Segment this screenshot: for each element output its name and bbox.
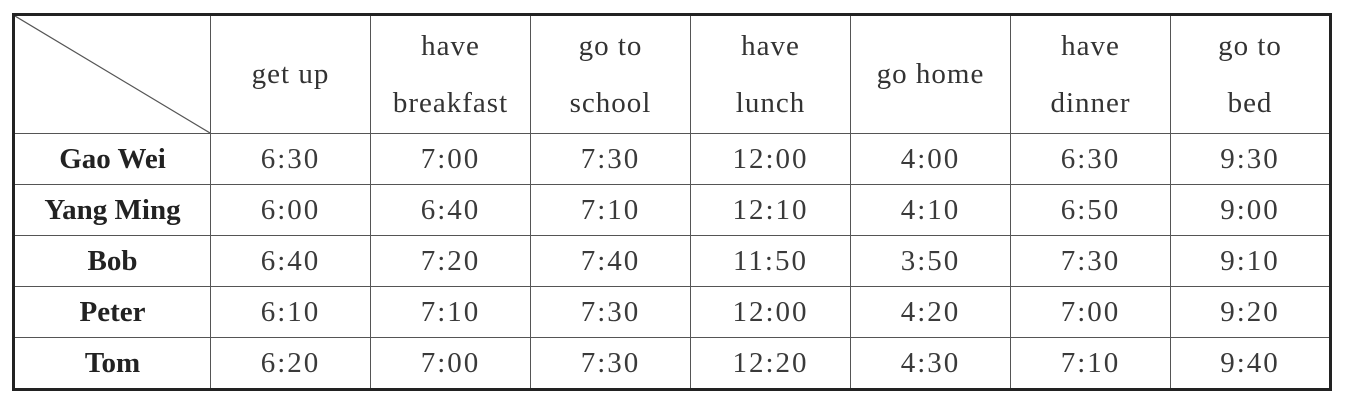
time-cell: 9:20 [1171,287,1331,338]
time-cell: 6:40 [211,236,371,287]
time-cell: 7:00 [371,338,531,390]
column-header-go-to-school [531,15,691,134]
time-cell: 12:00 [691,287,851,338]
column-header-go-to-bed [1171,15,1331,134]
table-row [14,287,1331,338]
time-cell: 6:30 [1011,134,1171,185]
time-cell: 7:00 [371,134,531,185]
column-header-line2: breakfast [392,86,509,119]
row-header-name: Yang Ming [14,185,211,236]
time-cell: 11:50 [691,236,851,287]
time-cell: 4:10 [851,185,1011,236]
time-cell: 4:30 [851,338,1011,390]
time-cell: 6:40 [371,185,531,236]
column-header-have-lunch [691,15,851,134]
time-cell: 6:00 [211,185,371,236]
time-cell: 7:40 [531,236,691,287]
header-row [14,15,1331,134]
column-header-line1: go to [1218,29,1282,62]
diagonal-corner-cell [14,15,211,134]
column-header-line2: bed [1227,86,1273,119]
table-row [14,338,1331,390]
time-cell: 12:20 [691,338,851,390]
time-cell: 12:10 [691,185,851,236]
time-cell: 7:10 [531,185,691,236]
row-header-name: Peter [14,287,211,338]
column-header-line1: have [741,29,800,62]
time-cell: 7:10 [1011,338,1171,390]
column-header-have-breakfast [371,15,531,134]
daily-schedule-table [12,13,1332,391]
time-cell: 7:30 [531,134,691,185]
time-cell: 4:20 [851,287,1011,338]
time-cell: 7:20 [371,236,531,287]
time-cell: 4:00 [851,134,1011,185]
column-header-go-home [851,15,1011,134]
column-header-line2: lunch [735,86,806,119]
time-cell: 6:50 [1011,185,1171,236]
column-header-line1: have [1061,29,1120,62]
column-header-have-dinner [1011,15,1171,134]
time-cell: 6:30 [211,134,371,185]
column-header-line2: school [569,86,652,119]
time-cell: 12:00 [691,134,851,185]
diagonal-line [15,16,210,133]
column-header-line1: go to [578,29,643,62]
table-row [14,185,1331,236]
time-cell: 9:40 [1171,338,1331,390]
time-cell: 7:10 [371,287,531,338]
table-row [14,236,1331,287]
row-header-name: Tom [14,338,211,390]
time-cell: 9:30 [1171,134,1331,185]
time-cell: 9:10 [1171,236,1331,287]
time-cell: 6:20 [211,338,371,390]
time-cell: 7:30 [1011,236,1171,287]
table-row [14,134,1331,185]
row-header-name: Gao Wei [14,134,211,185]
column-header-line2: dinner [1050,86,1131,119]
column-header-line1: get up [251,58,330,90]
time-cell: 3:50 [851,236,1011,287]
time-cell: 7:30 [531,287,691,338]
time-cell: 7:00 [1011,287,1171,338]
column-header-line1: go home [876,58,985,90]
time-cell: 7:30 [531,338,691,390]
column-header-get-up [211,15,371,134]
row-header-name: Bob [14,236,211,287]
column-header-line1: have [421,29,480,62]
time-cell: 6:10 [211,287,371,338]
time-cell: 9:00 [1171,185,1331,236]
